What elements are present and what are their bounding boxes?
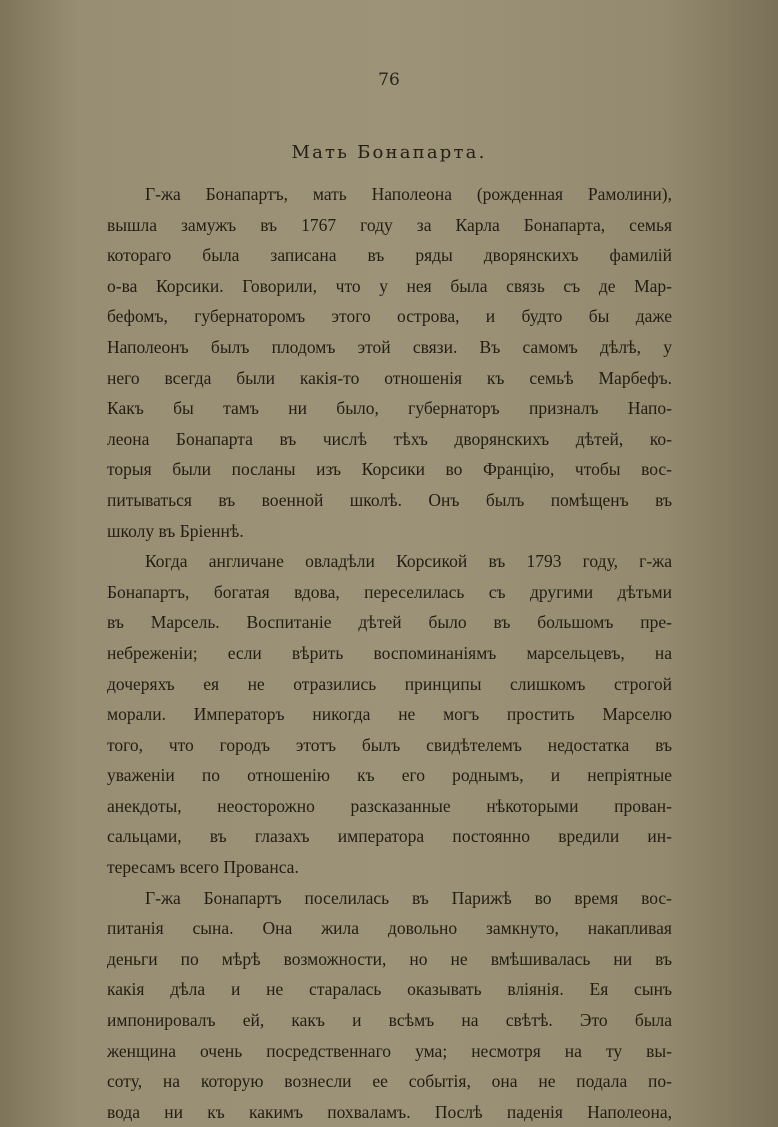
text-line: въ Марсель. Воспитаніе дѣтей было въ большомъ пре- [107, 612, 672, 633]
text-line: уваженіи по отношенію къ его роднымъ, и непріятные [107, 765, 672, 786]
text-line: Г-жа Бонапартъ поселилась въ Парижѣ во время вос- [145, 887, 672, 908]
text-line: сальцами, въ глазахъ императора постоянно вредили ин- [107, 826, 672, 847]
text-line: него всегда были какія-то отношенія къ семьѣ Марбефъ. [107, 367, 672, 388]
text-line: анекдоты, неосторожно разсказанные нѣкоторыми прован- [107, 795, 672, 816]
text-line: какія дѣла и не старалась оказывать вліянія. Ея сынъ [107, 979, 672, 1000]
text-line: того, что городъ этотъ былъ свидѣтелемъ недостатка въ [107, 734, 672, 755]
text-line: котораго была записана въ ряды дворянскихъ фамилій [107, 245, 672, 266]
text-line: тересамъ всего Прованса. [107, 857, 299, 878]
text-line: деньги по мѣрѣ возможности, но не вмѣшивалась ни въ [107, 948, 672, 969]
text-line: женщина очень посредственнаго ума; несмотря на ту вы- [107, 1040, 672, 1061]
text-line: небреженіи; если вѣрить воспоминаніямъ марсельцевъ, на [107, 642, 672, 663]
text-line: питываться въ военной школѣ. Онъ былъ помѣщенъ въ [107, 489, 672, 510]
text-line: соту, на которую вознесли ее событія, она не подала по- [107, 1071, 672, 1092]
text-line: вода ни къ какимъ похваламъ. Послѣ паденія Наполеона, [107, 1101, 672, 1122]
text-line: Г-жа Бонапартъ, мать Наполеона (рожденная Рамолини), [145, 184, 672, 204]
chapter-heading: Мать Бонапарта. [291, 142, 487, 163]
body-text [107, 179, 672, 1127]
text-line: Когда англичане овладѣли Корсикой въ 1793 году, г-жа [145, 551, 672, 572]
paragraph-2 [107, 546, 672, 883]
text-line: о-ва Корсики. Говорили, что у нея была связь съ де Мар- [107, 275, 672, 296]
text-line: Наполеонъ былъ плодомъ этой связи. Въ самомъ дѣлѣ, у [107, 336, 672, 357]
text-line: школу въ Бріеннѣ. [107, 520, 244, 541]
text-line: морали. Императоръ никогда не могъ простить Марселю [107, 704, 672, 725]
text-line: дочеряхъ ея не отразились принципы слишкомъ строгой [107, 673, 672, 694]
text-line: Бонапартъ, богатая вдова, переселилась съ другими дѣтьми [107, 581, 672, 602]
page-number: 76 [378, 70, 400, 90]
text-line: торыя были посланы изъ Корсики во Францію, чтобы вос- [107, 459, 672, 480]
paragraph-3 [107, 883, 672, 1127]
text-line: импонировалъ ей, какъ и всѣмъ на свѣтѣ. Это была [107, 1010, 672, 1031]
text-line: леона Бонапарта въ числѣ тѣхъ дворянскихъ дѣтей, ко- [107, 428, 672, 449]
text-line: Какъ бы тамъ ни было, губернаторъ призналъ Напо- [107, 398, 672, 419]
paragraph-1 [107, 179, 672, 546]
text-line: питанія сына. Она жила довольно замкнуто, накапливая [107, 918, 672, 939]
text-line: вышла замужъ въ 1767 году за Карла Бонапарта, семья [107, 214, 672, 235]
text-line: бефомъ, губернаторомъ этого острова, и будто бы даже [107, 306, 672, 327]
